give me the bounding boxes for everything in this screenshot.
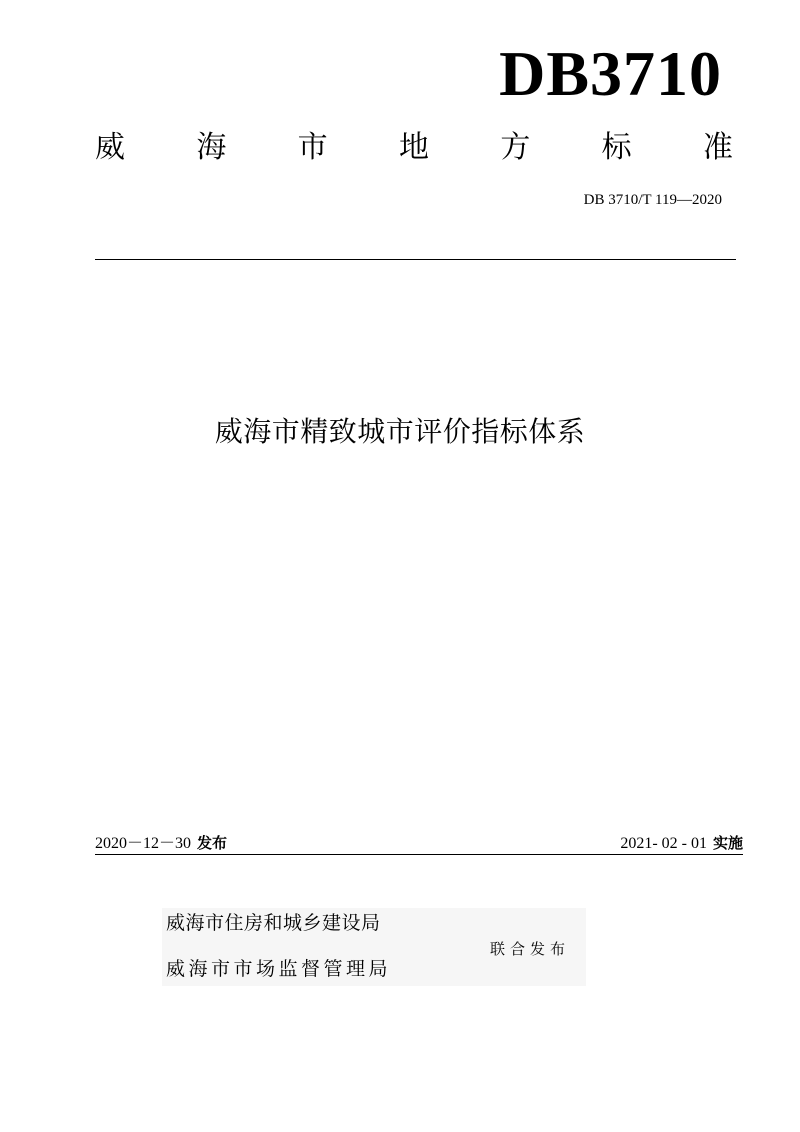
category-char: 标 — [601, 130, 632, 165]
standard-category — [95, 128, 733, 168]
category-char: 威 — [95, 130, 125, 165]
implement-label: 实施 — [712, 834, 743, 852]
category-char: 准 — [702, 130, 733, 165]
implement-date-group — [620, 832, 743, 855]
issue-label: 发布 — [197, 834, 228, 852]
document-title: 威海市精致城市评价指标体系 — [214, 415, 586, 448]
issue-date: 2020－12－30 — [95, 835, 192, 852]
category-char: 方 — [500, 130, 531, 165]
joint-issue-label: 联合发布 — [490, 940, 571, 958]
issuer-market-supervision-bureau: 威海市市场监督管理局 — [166, 958, 392, 980]
standard-number: DB 3710/T 119—2020 — [583, 192, 722, 208]
issuing-authorities — [162, 908, 586, 986]
issuer-housing-bureau: 威海市住房和城乡建设局 — [166, 912, 381, 934]
category-char: 海 — [196, 130, 227, 165]
header-divider — [95, 259, 736, 260]
standard-code: DB3710 — [499, 38, 722, 109]
category-char: 市 — [297, 130, 328, 165]
date-row — [95, 832, 743, 855]
issue-date-group — [95, 832, 227, 855]
implement-date: 2021- 02 - 01 — [620, 835, 707, 852]
category-char: 地 — [398, 130, 429, 165]
